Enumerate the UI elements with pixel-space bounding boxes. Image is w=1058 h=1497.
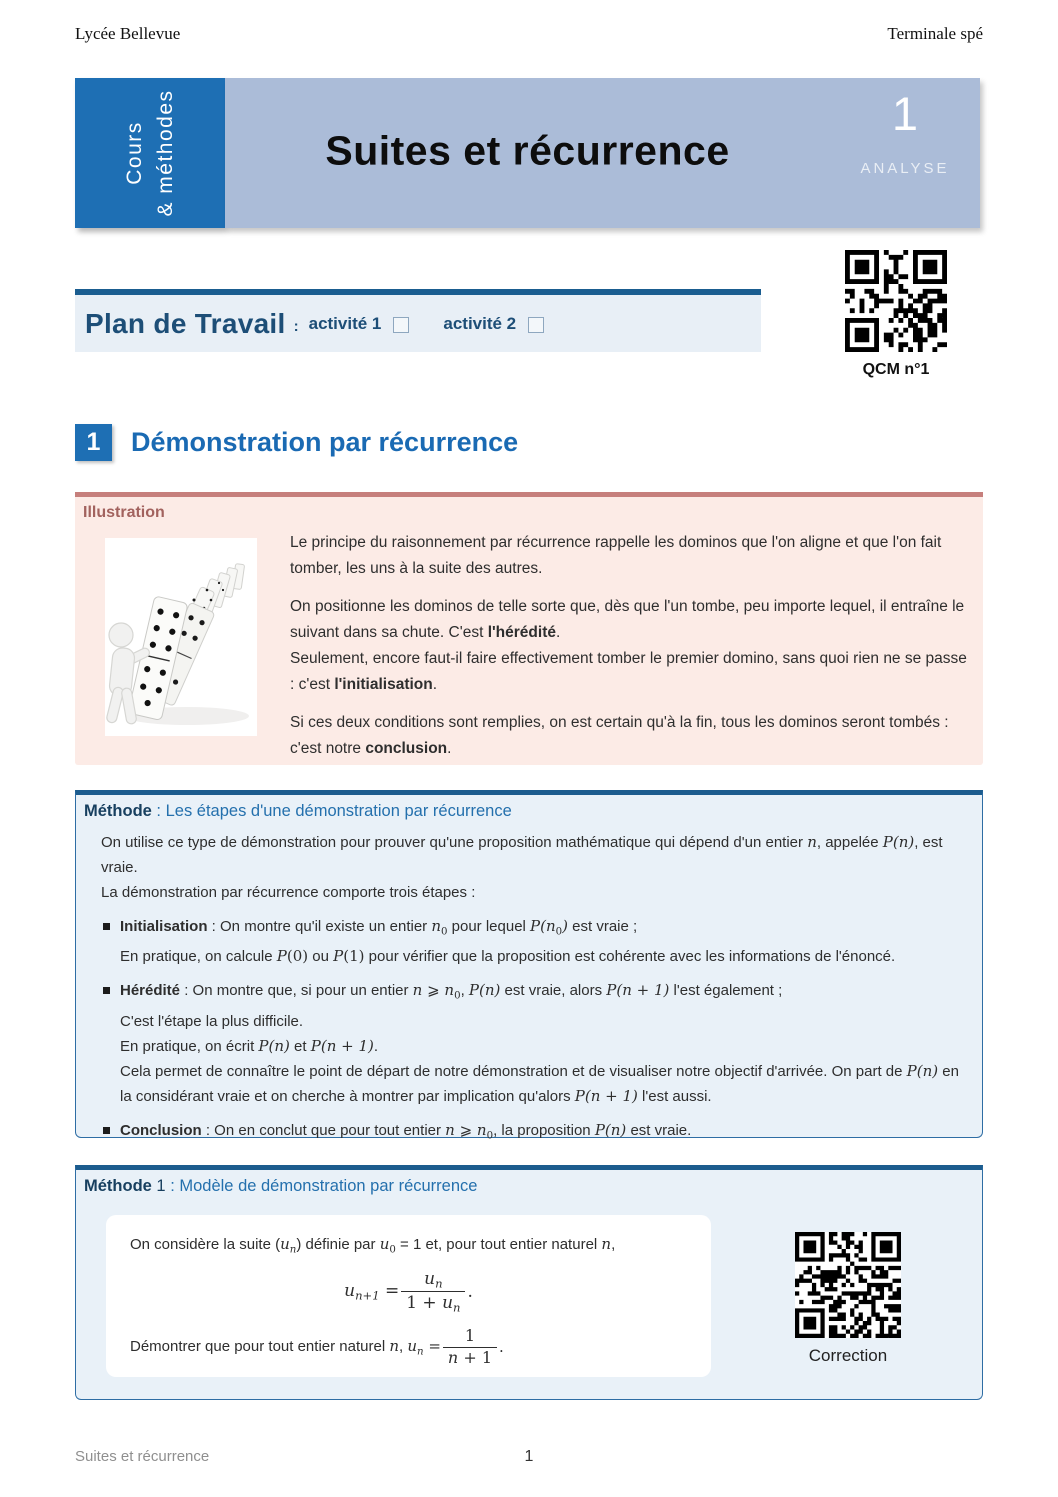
correction-qr-label: Correction: [808, 1346, 888, 1365]
methode-intro-line: On utilise ce type de démonstration pour prouver qu'une proposition mathématique qui dépend d'un entier n, appelée P(n), est vraie.: [101, 833, 943, 876]
formula-suffix: .: [467, 1281, 473, 1302]
exercise-line1: On considère la suite $(u_n)$ définie par $u_0 = 1$ et, pour tout entier naturel n,: [130, 1235, 616, 1256]
illustration-paragraph: Si ces deux conditions sont remplies, on est certain qu'à la fin, tous les dominos seront tombés : c'est notre conclusion.: [290, 714, 949, 757]
header-school-name: Lycée Bellevue: [75, 24, 181, 43]
methode-etapes-box: [75, 790, 983, 1141]
activite-2-label: activité 2: [443, 313, 517, 333]
bullet-line: En pratique, on écrit P(n) et P(n + 1).: [120, 1036, 379, 1055]
formula-fraction: [401, 1268, 465, 1315]
methode-label: Méthode: [84, 1177, 152, 1195]
illustration-text: [290, 530, 968, 762]
illustration-box: [75, 492, 983, 765]
square-bullet-icon: [103, 923, 110, 930]
square-bullet-icon: [103, 1127, 110, 1134]
question-text: Démontrer que pour tout entier naturel n, $u_n$ =: [130, 1336, 441, 1358]
methode-intro-line: La démonstration par récurrence comporte trois étapes :: [101, 884, 476, 901]
chapter-category: ANALYSE: [860, 160, 950, 177]
methode-etapes-heading: [84, 802, 968, 821]
activite-2-checkbox[interactable]: [528, 317, 544, 333]
illustration-label: Illustration: [83, 504, 165, 521]
fraction-numerator: $u_n$: [424, 1269, 443, 1291]
question-fraction: [443, 1326, 497, 1369]
methode-subtitle: : Modèle de démonstration par récurrence: [165, 1177, 478, 1195]
square-bullet-icon: [103, 987, 110, 994]
fraction-denominator: $1 + u_n$: [401, 1291, 465, 1315]
qcm-qr-block: [845, 250, 947, 379]
bullet-conclusion: [101, 1118, 966, 1148]
section-title: Démonstration par récurrence: [131, 427, 519, 457]
qcm-qr-label: QCM n°1: [862, 361, 930, 378]
activite-1-label: activité 1: [308, 313, 382, 333]
fraction-numerator: 1: [464, 1325, 476, 1345]
chapter-banner: [75, 78, 980, 228]
chapter-title: Suites et récurrence: [325, 127, 730, 174]
plan-separator: :: [293, 318, 299, 335]
activite-1-checkbox[interactable]: [393, 317, 409, 333]
exercise-question: [130, 1326, 687, 1369]
illustration-paragraph: On positionne les dominos de telle sorte que, dès que l'un tombe, peu importe lequel, il entraîne le suivant dans sa chute. C'est l'hérédité.: [290, 598, 965, 641]
bullet-heredite: [101, 978, 966, 1108]
bullet-line: Conclusion : On en conclut que pour tout entier n ⩾ $n_0$, la proposition P(n) est vraie.: [120, 1120, 692, 1141]
methode-number: 1: [151, 1177, 166, 1195]
bullet-line: Cela permet de connaître le point de départ de notre démonstration et de visualiser notre objectif d'arrivée. On part de P(n) en la considérant vraie et on cherche à montrer par implication qu'alors P(n + 1) l'est aussi.: [120, 1061, 959, 1105]
plan-title: Plan de Travail: [85, 307, 286, 339]
footer-chapter-name: Suites et récurrence: [75, 1448, 210, 1465]
section-number-badge: 1: [75, 424, 112, 461]
bullet-line: Hérédité : On montre que, si pour un entier n ⩾ $n_0$, P(n) est vraie, alors P(n + 1) l'est également ;: [120, 981, 783, 1002]
methode-subtitle: : Les étapes d'une démonstration par récurrence: [151, 802, 512, 820]
illustration-paragraph: Seulement, encore faut-il faire effectivement tomber le premier domino, sans quoi rien ne se passe : c'est l'initialisation.: [290, 650, 967, 693]
correction-qr-code: [795, 1232, 901, 1338]
bullet-initialisation: [101, 914, 966, 969]
illustration-paragraph: Le principe du raisonnement par récurrence rappelle les dominos que l'on aligne et que l'on fait tomber, les uns à la suite des autres.: [290, 534, 942, 577]
bullet-line: C'est l'étape la plus difficile.: [120, 1012, 304, 1030]
plan-item-activite-2: [443, 314, 544, 334]
bullet-line: Initialisation : On montre qu'il existe un entier $n_0$ pour lequel $P(n_0)$ est vraie ;: [120, 917, 638, 938]
qcm-qr-code: [845, 250, 947, 352]
banner-sidebar-line1: Cours: [123, 121, 146, 185]
recurrence-formula: [130, 1268, 687, 1315]
falling-dominoes-image: [105, 538, 257, 736]
header-class-level: Terminale spé: [887, 24, 983, 43]
methode-etapes-body: [101, 830, 966, 1148]
formula-lhs: $u_{n+1}$ =: [344, 1281, 400, 1303]
methode-modele-heading: [84, 1177, 968, 1196]
banner-sidebar-line2: & méthodes: [154, 89, 177, 217]
question-suffix: .: [499, 1338, 504, 1357]
methode-label: Méthode: [84, 802, 152, 820]
exercise-card: [106, 1215, 711, 1377]
plan-de-travail-box: [75, 289, 761, 352]
section-heading: [75, 424, 518, 461]
plan-item-activite-1: [309, 314, 410, 334]
methode-modele-box: [75, 1165, 983, 1400]
footer-page-number: 1: [524, 1448, 534, 1465]
fraction-denominator: n + 1: [443, 1347, 497, 1369]
bullet-line: En pratique, on calcule P(0) ou P(1) pour vérifier que la proposition est cohérente avec les informations de l'énoncé.: [120, 947, 896, 966]
correction-qr-block: [795, 1232, 901, 1366]
chapter-number: 1: [891, 87, 919, 140]
